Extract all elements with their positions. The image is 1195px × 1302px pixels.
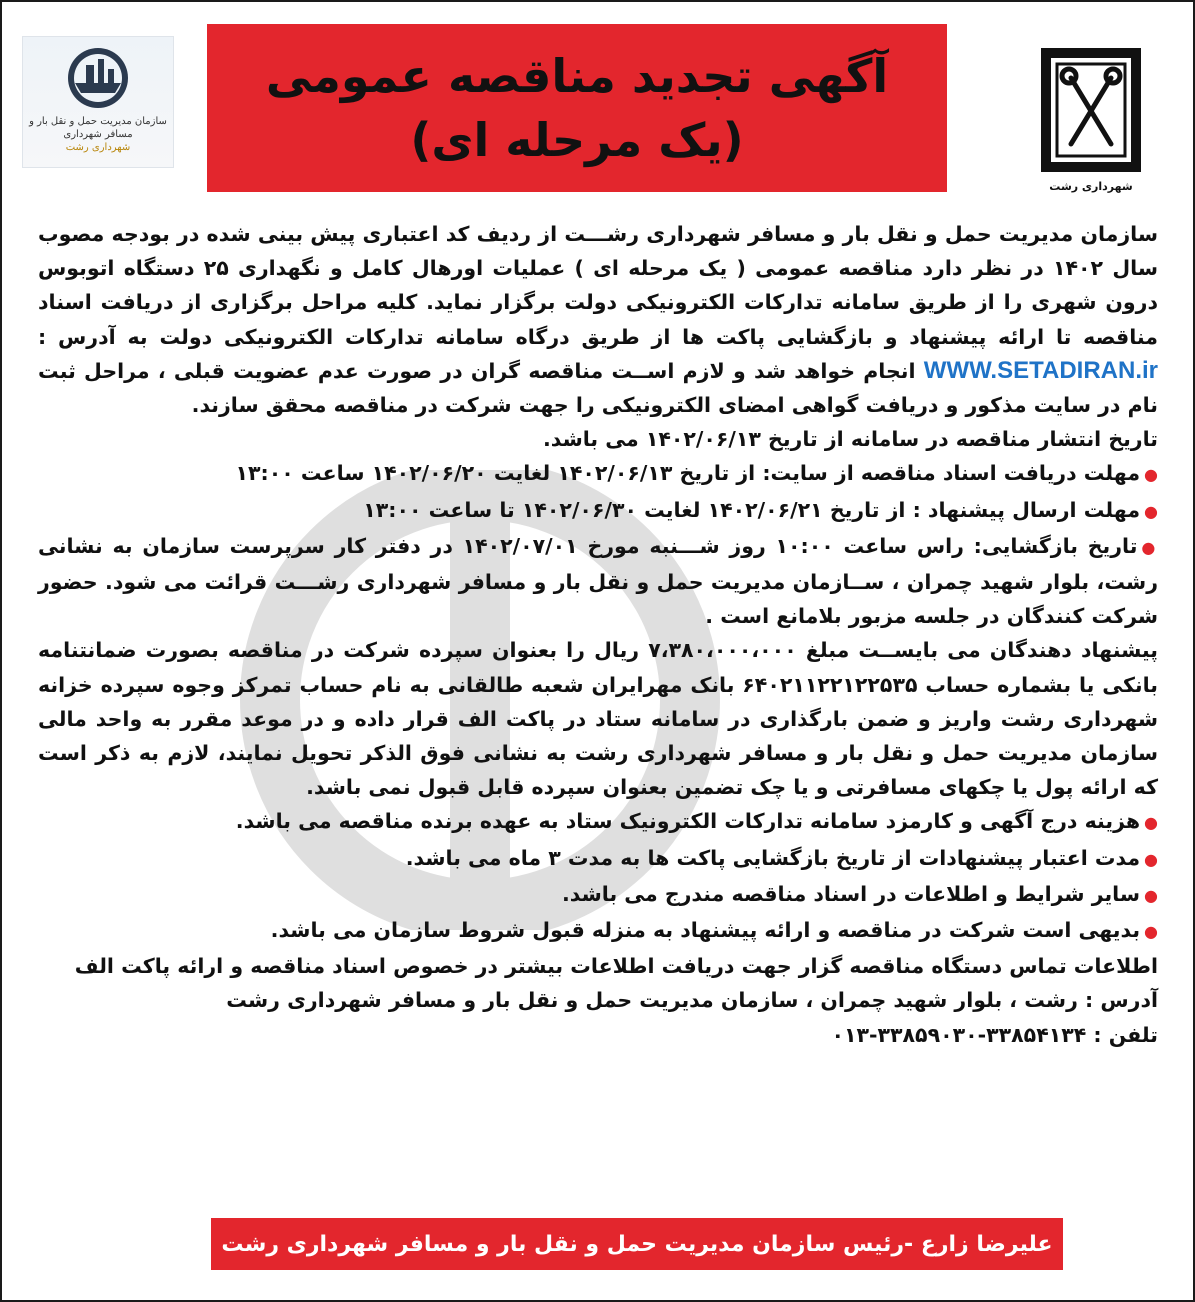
intro-continuation: انجام خواهد شد و لازم اســت مناقصه گران در صورت عدم عضویت قبلی ، مراحل ثبت نام در سایت مذکور و دریافت گواهی امضای الکترونیکی را جهت شرکت در مناقصه محقق سازند. bbox=[38, 358, 1158, 418]
bullet-icon: ● bbox=[1144, 922, 1158, 942]
bullet-text: تاریخ بازگشایی: راس ساعت ۱۰:۰۰ روز شـــنبه مورخ ۱۴۰۲/۰۷/۰۱ در دفتر کار سرپرست سازمان به نشانی رشت، بلوار شهید چمران ، ســازمان مدیریت حمل و نقل بار و مسافر شهرداری رشـــت قرائت می شود. حضور شرکت کنندگان در جلسه مزبور بلامانع است . bbox=[38, 533, 1158, 629]
list-item bbox=[38, 529, 1158, 634]
list-item bbox=[38, 841, 1158, 877]
deposit-paragraph: پیشنهاد دهندگان می بایســت مبلغ ۷،۳۸۰،۰۰۰،۰۰۰ ریال را بعنوان سپرده شرکت در مناقصه بصورت ضمانتنامه بانکی یا بشماره حساب ۶۴۰۲۱۱۲۲۱۲۲۵۳۵ بانک مهرایران شعبه طالقانی به نام حساب تمرکز وجوه سپرده خزانه شهرداری رشت واریز و ضمن بارگذاری در سامانه ستاد در پاکت الف قرار داده و در موعد مقرر به واحد مالی سازمان مدیریت حمل و نقل بار و مسافر شهرداری رشت به نشانی فوق الذکر تحویل نمایند، لازم به ذکر است که ارائه پول یا چکهای مسافرتی و یا چک تضمین بعنوان سپرده قابل قبول نمی باشد. bbox=[38, 638, 1158, 800]
bullet-icon: ● bbox=[1144, 465, 1158, 485]
transport-org-logo bbox=[22, 36, 174, 168]
bullet-icon: ● bbox=[1144, 813, 1158, 833]
bullet-icon: ● bbox=[1144, 501, 1158, 521]
municipality-logo bbox=[1030, 46, 1152, 196]
org-name: سازمان مدیریت حمل و نقل بار و مسافر شهرداری bbox=[29, 116, 167, 140]
signature-banner bbox=[211, 1218, 1063, 1270]
contact-heading: اطلاعات تماس دستگاه مناقصه گزار جهت دریافت اطلاعات بیشتر در خصوص اسناد مناقصه و ارائه پاکت الف bbox=[74, 954, 1158, 979]
intro-text: سازمان مدیریت حمل و نقل بار و مسافر شهرداری رشـــت از ردیف کد اعتباری پیش بینی شده در بودجه مصوب سال ۱۴۰۲ در نظر دارد مناقصه عمومی ( یک مرحله ای ) عملیات اورهال کامل و نگهداری ۲۵ دستگاه اتوبوس درون شهری را از طریق سامانه تدارکات الکترونیکی دولت برگزار نماید. کلیه مراحل برگزاری از دریافت اسناد مناقصه تا ارائه پیشنهاد و بازگشایی پاکت ها از طریق درگاه سامانه تدارکات الکترونیکی دولت به آدرس : bbox=[38, 222, 1158, 349]
bullet-icon: ● bbox=[1144, 849, 1158, 869]
title-sub: (یک مرحله ای) bbox=[410, 113, 744, 167]
bullet-text: مهلت دریافت اسناد مناقصه از سایت: از تاریخ ۱۴۰۲/۰۶/۱۳ لغایت ۱۴۰۲/۰۶/۲۰ ساعت ۱۳:۰۰ bbox=[235, 461, 1141, 486]
list-item bbox=[38, 456, 1158, 492]
list-item bbox=[38, 913, 1158, 949]
address-line: آدرس : رشت ، بلوار شهید چمران ، سازمان مدیریت حمل و نقل بار و مسافر شهرداری رشت bbox=[226, 988, 1158, 1013]
municipality-caption: شهرداری رشت bbox=[1049, 180, 1133, 193]
list-item bbox=[38, 804, 1158, 840]
bullet-icon: ● bbox=[1141, 537, 1158, 557]
notice-body bbox=[38, 217, 1158, 1052]
signature-text: علیرضا زارع -رئیس سازمان مدیریت حمل و نقل بار و مسافر شهرداری رشت bbox=[221, 1231, 1053, 1257]
crossed-keys-icon bbox=[1039, 46, 1143, 174]
bullet-text: مدت اعتبار پیشنهادات از تاریخ بازگشایی پاکت ها به مدت ۳ ماه می باشد. bbox=[405, 845, 1141, 870]
bullet-icon: ● bbox=[1144, 885, 1158, 905]
title-banner bbox=[207, 24, 947, 192]
phone-line: تلفن : ۳۳۸۵۴۱۳۴-۳۳۸۵۹۰۳۰-۰۱۳ bbox=[831, 1022, 1158, 1047]
bullet-text: سایر شرایط و اطلاعات در اسناد مناقصه مندرج می باشد. bbox=[561, 881, 1141, 906]
bullet-text: بدیهی است شرکت در مناقصه و ارائه پیشنهاد به منزله قبول شروط سازمان می باشد. bbox=[270, 918, 1141, 943]
header bbox=[0, 0, 1195, 210]
publish-date: تاریخ انتشار مناقصه در سامانه از تاریخ ۱۴۰۲/۰۶/۱۳ می باشد. bbox=[542, 427, 1158, 452]
list-item bbox=[38, 493, 1158, 529]
bullet-text: مهلت ارسال پیشنهاد : از تاریخ ۱۴۰۲/۰۶/۲۱ لغایت ۱۴۰۲/۰۶/۳۰ تا ساعت ۱۳:۰۰ bbox=[363, 497, 1141, 522]
title-main: آگهی تجدید مناقصه عمومی bbox=[265, 49, 889, 103]
list-item bbox=[38, 877, 1158, 913]
ship-icon bbox=[53, 43, 143, 113]
website-link[interactable]: WWW.SETADIRAN.ir bbox=[923, 356, 1158, 384]
bullet-text: هزینه درج آگهی و کارمزد سامانه تدارکات الکترونیک ستاد به عهده برنده مناقصه می باشد. bbox=[235, 809, 1141, 834]
intro-paragraph bbox=[38, 217, 1158, 422]
city-name: شهرداری رشت bbox=[65, 142, 131, 153]
